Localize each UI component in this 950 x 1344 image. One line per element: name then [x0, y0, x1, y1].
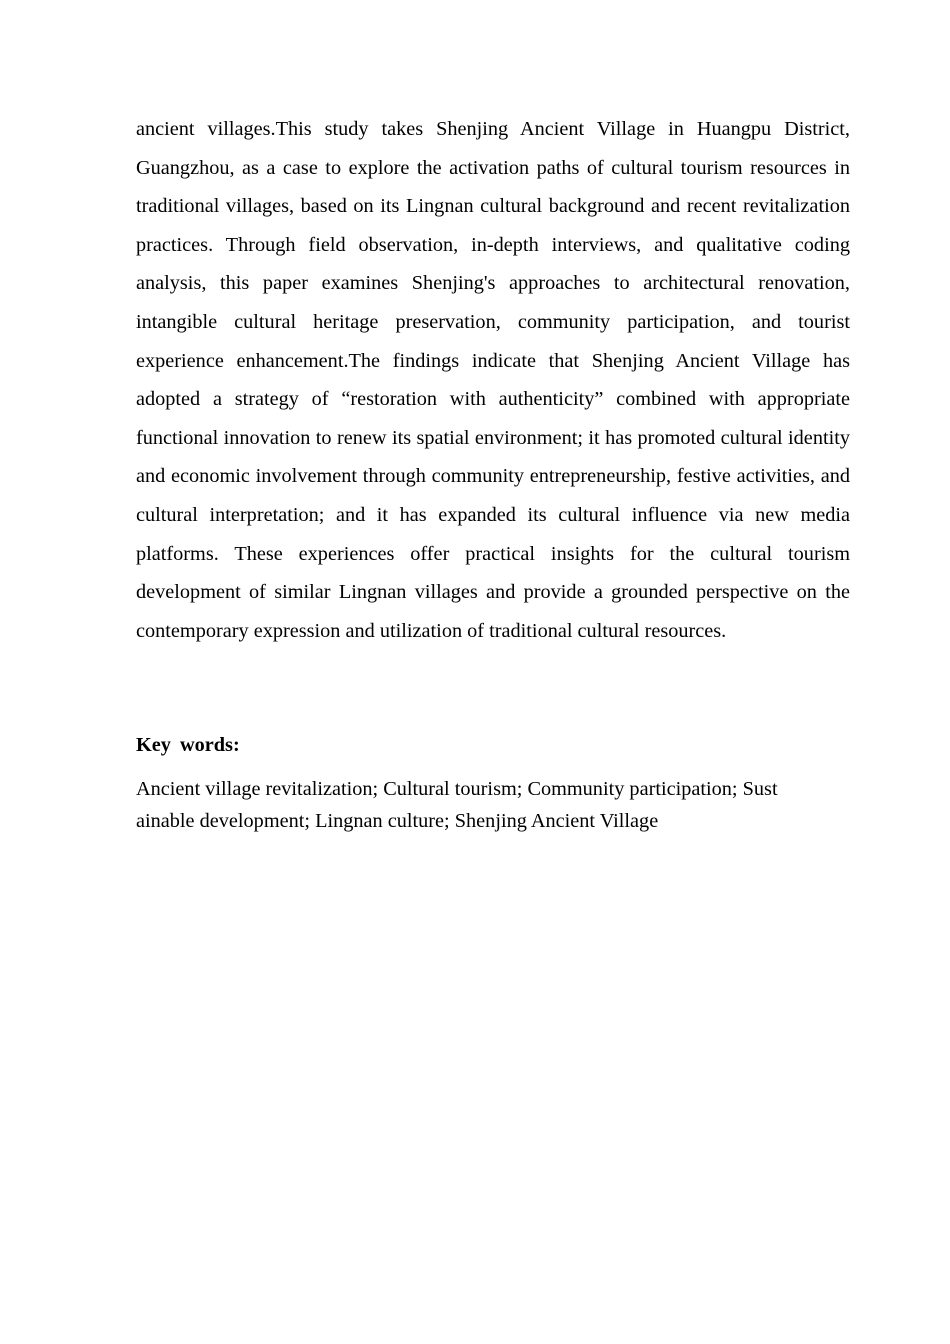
abstract-paragraph: ancient villages.This study takes Shenjing Ancient Village in Huangpu District, Guangzhou, as a case to explore the activation paths of cultural tourism resources in traditional villages, based on its Lingnan cultural background and recent revitalization practices. Through field observation, in-depth interviews, and qualitative coding analysis, this paper examines Shenjing's approaches to architectural renovation, intangible cultural heritage preservation, community participation, and tourist experience enhancement.The findings indicate that Shenjing Ancient Village has adopted a strategy of “restoration with authenticity” combined with appropriate functional innovation to renew its spatial environment; it has promoted cultural identity and economic involvement through community entrepreneurship, festive activities, and cultural interpretation; and it has expanded its cultural influence via new media platforms. These experiences offer practical insights for the cultural tourism development of similar Lingnan villages and provide a grounded perspective on the contemporary expression and utilization of traditional cultural resources. [136, 118, 850, 642]
keywords-heading: Key words: [136, 734, 240, 756]
keywords-list [136, 773, 850, 837]
keywords-line: Ancient village revitalization; Cultural tourism; Community participation; Sust [136, 778, 778, 800]
keywords-line: ainable development; Lingnan culture; Shenjing Ancient Village [136, 810, 659, 832]
